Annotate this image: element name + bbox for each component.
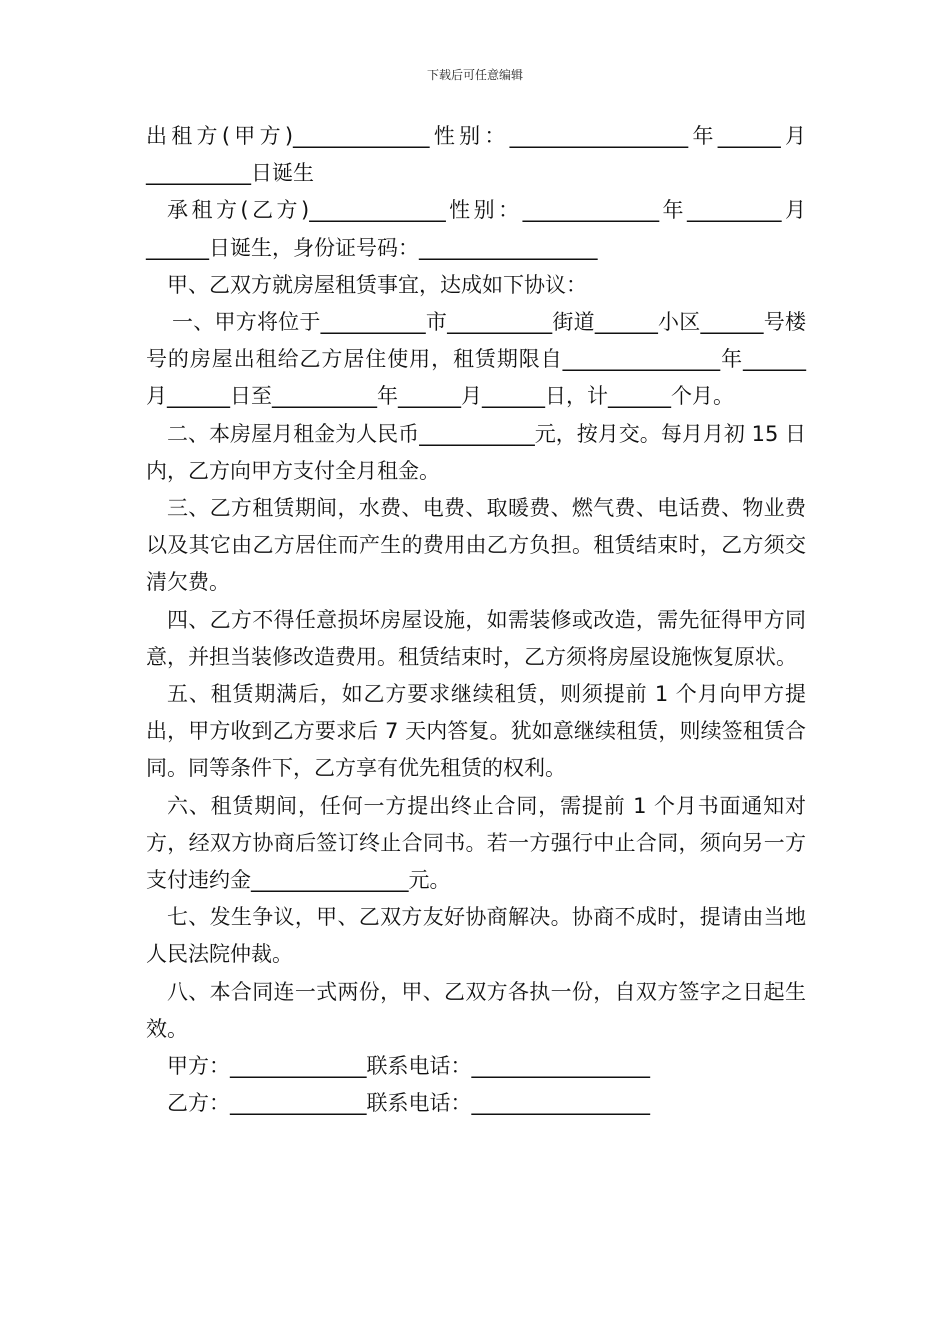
lessee-line: 承租方(乙方)_____________性别：_____________年_________月______日诞生，身份证号码：_________________: [146, 198, 806, 260]
clause-1: 一、甲方将位于__________市__________街道______小区______号楼号的房屋出租给乙方居住使用，租赁期限自_______________年______月______日至__________年______月______日，计______个月。: [146, 310, 806, 409]
clause-6: 六、租赁期间，任何一方提出终止合同，需提前 1 个月书面通知对方，经双方协商后签订终止合同书。若一方强行中止合同，须向另一方支付违约金_______________元。: [146, 793, 806, 893]
signature-party-b: 乙方：_____________联系电话：_________________: [167, 1091, 650, 1116]
lessor-line: 出租方(甲方)_____________性别：_________________年______月__________日诞生: [146, 124, 806, 186]
clause-5: 五、租赁期满后，如乙方要求继续租赁，则须提前 1 个月向甲方提出，甲方收到乙方要求后 7 天内答复。犹如意继续租赁，则续签租赁合同。同等条件下，乙方享有优先租赁的权利。: [146, 682, 806, 781]
intro-paragraph: 甲、乙双方就房屋租赁事宜，达成如下协议：: [167, 272, 587, 297]
contract-body: [146, 118, 806, 1122]
signature-party-a: 甲方：_____________联系电话：_________________: [167, 1054, 650, 1079]
page-header-note: 下载后可任意编辑: [426, 68, 523, 82]
clause-4: 四、乙方不得任意损坏房屋设施，如需装修或改造，需先征得甲方同意，并担当装修改造费用。租赁结束时，乙方须将房屋设施恢复原状。: [146, 607, 806, 669]
clause-3: 三、乙方租赁期间，水费、电费、取暖费、燃气费、电话费、物业费以及其它由乙方居住而产生的费用由乙方负担。租赁结束时，乙方须交清欠费。: [146, 496, 806, 595]
clause-7: 七、发生争议，甲、乙双方友好协商解决。协商不成时，提请由当地人民法院仲裁。: [146, 905, 806, 967]
clause-2: 二、本房屋月租金为人民币___________元，按月交。每月月初 15 日内，乙方向甲方支付全月租金。: [146, 421, 806, 483]
clause-8: 八、本合同连一式两份，甲、乙双方各执一份，自双方签字之日起生效。: [146, 979, 806, 1041]
